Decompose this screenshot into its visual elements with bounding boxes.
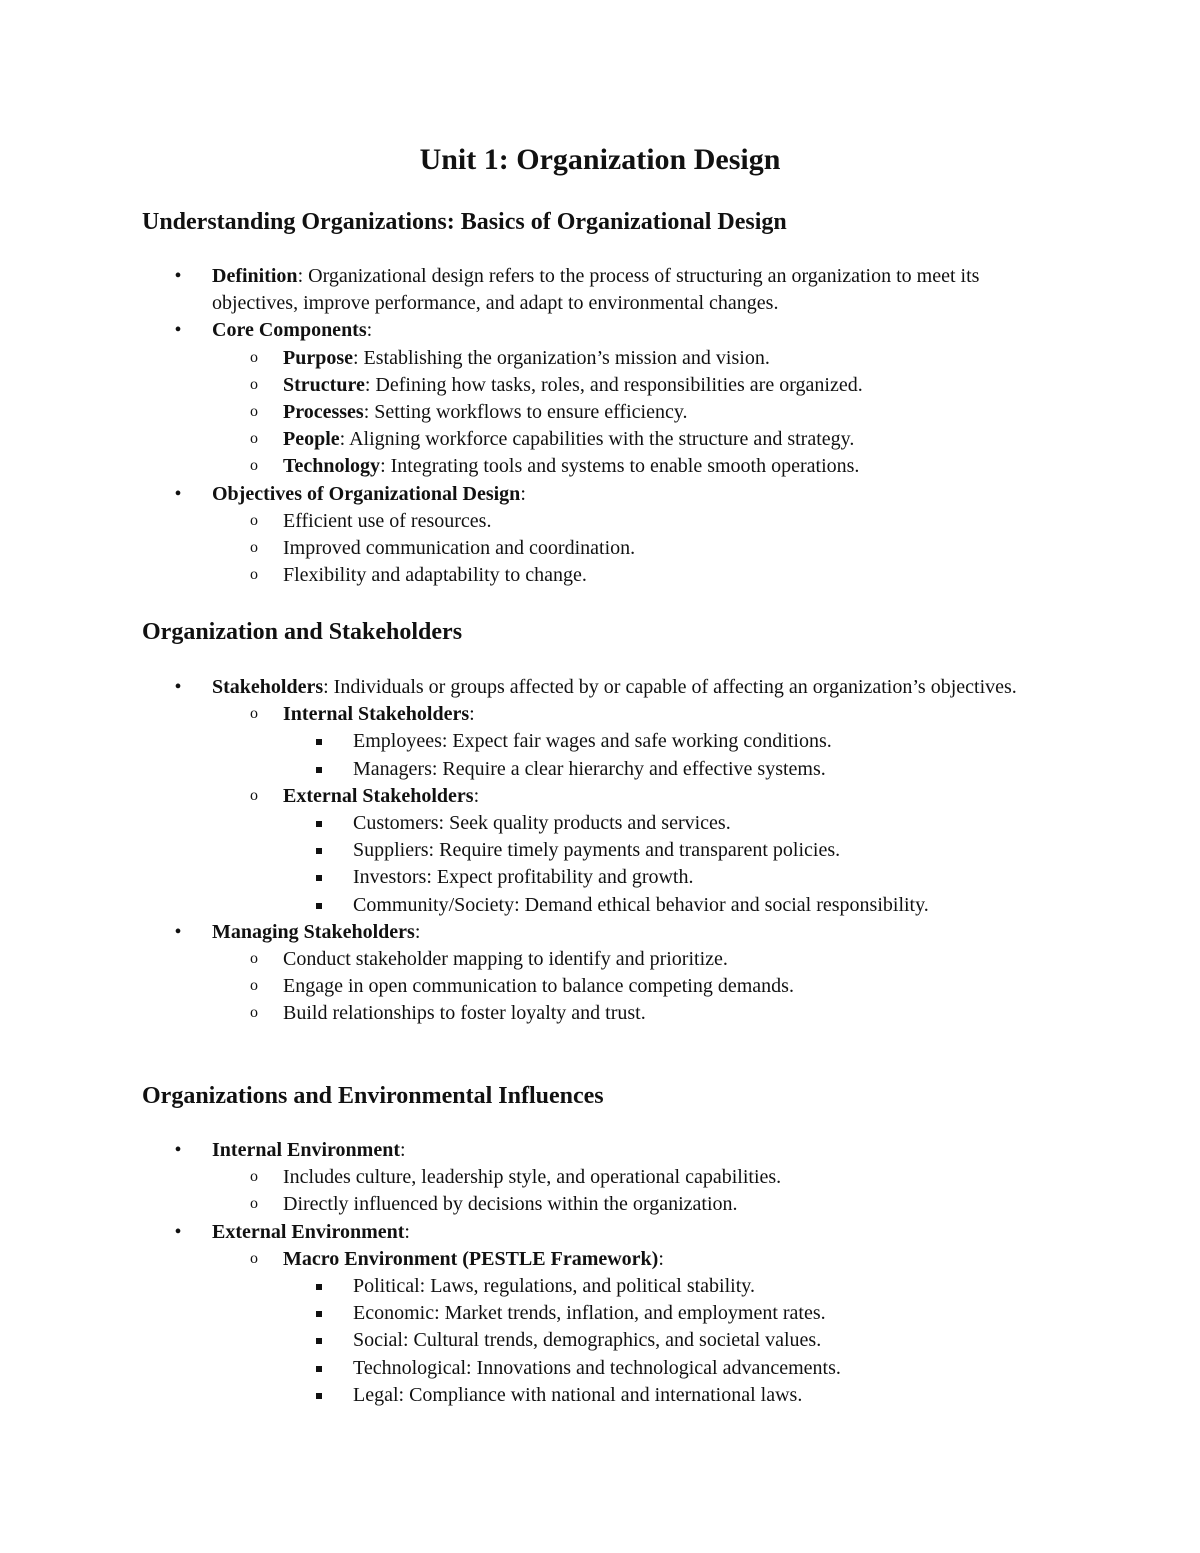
circle-bullet-icon: o <box>250 539 258 557</box>
list-item <box>0 919 1200 1028</box>
square-bullet-icon <box>316 903 322 909</box>
sub-list-item <box>0 701 1070 783</box>
item-text: Directly influenced by decisions within the organization. <box>283 1193 738 1216</box>
sub-list-item <box>0 508 1070 535</box>
item-text: Social: Cultural trends, demographics, and societal values. <box>353 1329 822 1352</box>
item-text: : <box>658 1247 664 1270</box>
circle-bullet-icon: o <box>250 950 258 968</box>
sub-list-item <box>0 1191 1070 1218</box>
sub-list-item <box>0 562 1070 589</box>
item-text: Efficient use of resources. <box>283 509 492 532</box>
item-text: Includes culture, leadership style, and operational capabilities. <box>283 1166 782 1189</box>
bullet-icon: • <box>174 319 182 342</box>
square-bullet-icon <box>316 1366 322 1372</box>
item-text: : <box>520 482 526 505</box>
sub-sub-list-item <box>0 892 1070 919</box>
circle-bullet-icon: o <box>250 375 258 393</box>
circle-bullet-icon: o <box>250 705 258 723</box>
list-item <box>0 1219 1200 1409</box>
sub-list <box>212 1246 1070 1409</box>
sub-list-item <box>0 345 1070 372</box>
square-bullet-icon <box>316 767 322 773</box>
section-list <box>0 1137 1200 1409</box>
item-text: : <box>404 1220 410 1243</box>
sub-sub-list <box>283 728 1070 782</box>
circle-bullet-icon: o <box>250 977 258 995</box>
item-text: Customers: Seek quality products and services. <box>353 812 731 835</box>
item-text: : Defining how tasks, roles, and responsibilities are organized. <box>364 373 863 396</box>
item-term: Purpose <box>283 346 353 369</box>
item-text: Investors: Expect profitability and growth. <box>353 866 694 889</box>
sub-list-item <box>0 535 1070 562</box>
item-text: : Setting workflows to ensure efficiency. <box>363 401 688 424</box>
sub-list-item <box>0 426 1070 453</box>
item-term: Objectives of Organizational Design <box>212 482 521 505</box>
item-term: External Stakeholders <box>283 784 474 807</box>
sub-list <box>212 1164 1070 1218</box>
item-term: Macro Environment (PESTLE Framework) <box>283 1247 659 1270</box>
square-bullet-icon <box>316 1338 322 1344</box>
item-text: Employees: Expect fair wages and safe working conditions. <box>353 730 832 753</box>
sub-sub-list-item <box>0 864 1070 891</box>
circle-bullet-icon: o <box>250 511 258 529</box>
item-text: : Establishing the organization’s mission and vision. <box>353 346 770 369</box>
list-item <box>0 1137 1200 1219</box>
section-list <box>0 674 1200 1028</box>
square-bullet-icon <box>316 739 322 745</box>
square-bullet-icon <box>316 1311 322 1317</box>
sub-sub-list <box>283 1273 1070 1409</box>
page-title: Unit 1: Organization Design <box>419 143 781 176</box>
square-bullet-icon <box>316 1284 322 1290</box>
sub-list-item <box>0 372 1070 399</box>
list-item <box>0 674 1200 919</box>
item-text: : <box>366 319 373 342</box>
item-text: : Integrating tools and systems to enable smooth operations. <box>380 455 860 478</box>
circle-bullet-icon: o <box>250 348 258 366</box>
item-term: Structure <box>283 373 365 396</box>
sub-list-item <box>0 399 1070 426</box>
circle-bullet-icon: o <box>250 457 258 475</box>
item-text: Managers: Require a clear hierarchy and effective systems. <box>353 757 826 780</box>
item-text: : <box>469 703 475 726</box>
bullet-icon: • <box>174 1220 182 1243</box>
item-text: Improved communication and coordination. <box>283 537 636 560</box>
sub-list <box>212 701 1070 919</box>
item-text: Legal: Compliance with national and international laws. <box>353 1383 803 1406</box>
item-text: : <box>414 920 421 943</box>
item-term: Processes <box>283 401 364 424</box>
sub-list-item <box>0 783 1070 919</box>
item-term: Managing Stakeholders <box>212 920 415 943</box>
item-term: Definition <box>212 265 298 287</box>
sub-list-item <box>0 453 1070 480</box>
item-text: Engage in open communication to balance competing demands. <box>283 975 794 998</box>
sub-list-item <box>0 1164 1070 1191</box>
square-bullet-icon <box>316 875 322 881</box>
circle-bullet-icon: o <box>250 1249 258 1267</box>
sub-list-item <box>0 1000 1070 1027</box>
item-term: People <box>283 428 340 451</box>
sub-sub-list-item <box>0 756 1070 783</box>
item-text: Suppliers: Require timely payments and transparent policies. <box>353 839 841 862</box>
sub-list <box>212 508 1070 590</box>
item-term: Stakeholders <box>212 676 324 698</box>
item-text: Technological: Innovations and technological advancements. <box>353 1356 841 1379</box>
item-term: Core Components <box>212 319 367 342</box>
list-item <box>0 263 1200 317</box>
square-bullet-icon <box>316 1393 322 1399</box>
sub-sub-list-item <box>0 1355 1070 1382</box>
item-text: Community/Society: Demand ethical behavior and social responsibility. <box>353 893 929 916</box>
square-bullet-icon <box>316 821 322 827</box>
section-heading: Organizations and Environmental Influences <box>142 1083 604 1109</box>
item-term: Technology <box>283 455 381 478</box>
circle-bullet-icon: o <box>250 786 258 804</box>
sub-sub-list-item <box>0 1327 1070 1354</box>
circle-bullet-icon: o <box>250 1168 258 1186</box>
sub-list <box>212 345 1070 481</box>
sub-sub-list-item <box>0 1273 1070 1300</box>
circle-bullet-icon: o <box>250 430 258 448</box>
sub-sub-list-item <box>0 1382 1070 1409</box>
circle-bullet-icon: o <box>250 403 258 421</box>
sub-sub-list-item <box>0 810 1070 837</box>
item-text: : Organizational design refers to the process of structuring an organization to meet its objectives, improve performance, and adapt to environmental changes. <box>212 265 980 315</box>
bullet-icon: • <box>174 1139 182 1161</box>
circle-bullet-icon: o <box>250 566 258 584</box>
sub-list-item <box>0 1246 1070 1409</box>
circle-bullet-icon: o <box>250 1195 258 1213</box>
section-heading: Understanding Organizations: Basics of Organizational Design <box>142 209 787 235</box>
item-text: Flexibility and adaptability to change. <box>283 564 587 587</box>
item-text: Political: Laws, regulations, and political stability. <box>353 1275 755 1298</box>
circle-bullet-icon: o <box>250 1004 258 1022</box>
list-item <box>0 317 1200 480</box>
sub-list-item <box>0 946 1070 973</box>
item-text: Economic: Market trends, inflation, and employment rates. <box>353 1302 826 1325</box>
bullet-icon: • <box>174 482 182 505</box>
item-term: External Environment <box>212 1220 405 1243</box>
sub-sub-list-item <box>0 1300 1070 1327</box>
bullet-icon: • <box>174 676 182 698</box>
sub-list-item <box>0 973 1070 1000</box>
square-bullet-icon <box>316 848 322 854</box>
item-text: : Individuals or groups affected by or capable of affecting an organization’s objectives. <box>323 676 1017 698</box>
sub-sub-list-item <box>0 728 1070 755</box>
sub-sub-list-item <box>0 837 1070 864</box>
section-heading: Organization and Stakeholders <box>142 619 463 645</box>
item-term: Internal Environment <box>212 1139 400 1161</box>
sub-list <box>212 946 1070 1028</box>
item-term: Internal Stakeholders <box>283 703 470 726</box>
item-text: Conduct stakeholder mapping to identify and prioritize. <box>283 948 728 971</box>
section-list <box>0 263 1200 589</box>
item-text: Build relationships to foster loyalty and trust. <box>283 1002 646 1025</box>
bullet-icon: • <box>174 265 182 287</box>
item-text: : <box>399 1139 406 1161</box>
sub-sub-list <box>283 810 1070 919</box>
item-text: : <box>473 784 480 807</box>
list-item <box>0 481 1200 590</box>
item-text: : Aligning workforce capabilities with the structure and strategy. <box>339 428 855 451</box>
bullet-icon: • <box>174 920 182 943</box>
